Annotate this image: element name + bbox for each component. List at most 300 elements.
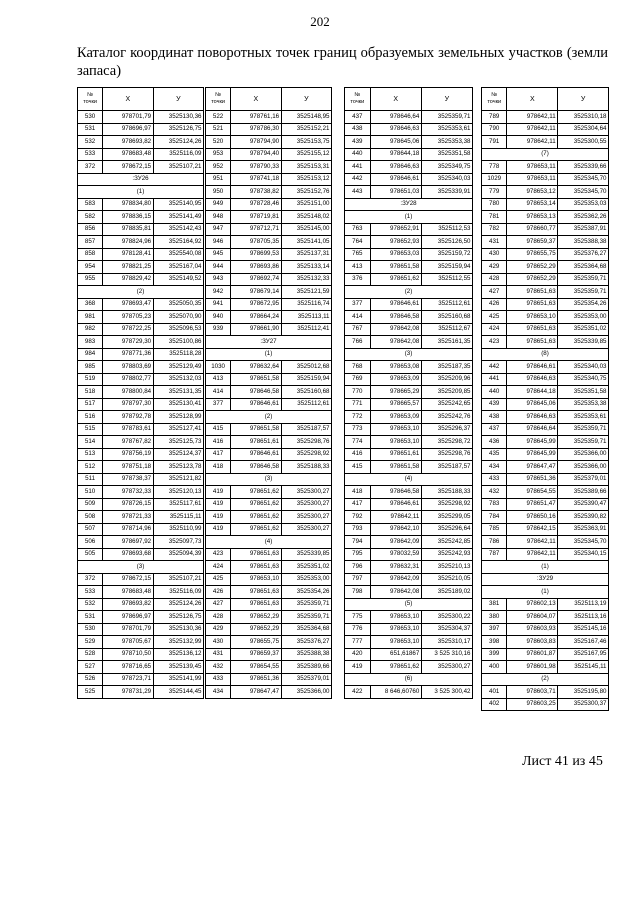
table-row xyxy=(78,273,204,286)
point-number: 784 xyxy=(482,511,507,524)
x-coordinate: 978683,48 xyxy=(103,586,153,599)
table-row xyxy=(78,548,204,561)
point-number: 427 xyxy=(482,286,507,299)
x-coordinate: 978653,09 xyxy=(370,373,421,386)
y-coordinate: 3525107,21 xyxy=(153,161,203,174)
y-coordinate: 3525339,91 xyxy=(421,186,472,199)
table-row xyxy=(482,173,609,186)
y-coordinate: 3525167,95 xyxy=(558,648,609,661)
header-y: У xyxy=(421,88,472,111)
x-coordinate: 978803,69 xyxy=(103,361,153,374)
y-coordinate: 3525145,00 xyxy=(281,223,331,236)
point-number: 782 xyxy=(482,223,507,236)
y-coordinate: 3525130,41 xyxy=(153,398,203,411)
table-row xyxy=(206,323,332,336)
point-number: 433 xyxy=(206,673,231,686)
point-number: 440 xyxy=(482,386,507,399)
y-coordinate: 3525209,96 xyxy=(421,373,472,386)
y-coordinate: 3525353,03 xyxy=(558,198,609,211)
x-coordinate: 978646,63 xyxy=(370,161,421,174)
table-row xyxy=(206,598,332,611)
y-coordinate: 3525300,27 xyxy=(281,498,331,511)
header-x: X xyxy=(231,88,281,111)
y-coordinate: 3525300,22 xyxy=(421,611,472,624)
x-coordinate: 978710,50 xyxy=(103,648,153,661)
table-header xyxy=(482,88,609,111)
table-row xyxy=(345,548,473,561)
point-number: 856 xyxy=(78,223,103,236)
y-coordinate: 3525142,43 xyxy=(153,223,203,236)
table-row xyxy=(78,411,204,424)
point-number: 430 xyxy=(206,636,231,649)
y-coordinate: 3525117,61 xyxy=(153,498,203,511)
y-coordinate: 3525107,21 xyxy=(153,573,203,586)
x-coordinate: 978824,96 xyxy=(103,236,153,249)
y-coordinate: 3525161,35 xyxy=(421,336,472,349)
y-coordinate: 3525310,18 xyxy=(558,111,609,124)
section-label: (1) xyxy=(345,211,473,224)
y-coordinate: 3525141,49 xyxy=(153,211,203,224)
table-row xyxy=(482,511,609,524)
table-row xyxy=(206,573,332,586)
y-coordinate: 3525148,95 xyxy=(281,111,331,124)
table-row xyxy=(78,148,204,161)
point-number: 415 xyxy=(345,461,371,474)
point-number: 376 xyxy=(345,273,371,286)
x-coordinate: 978645,06 xyxy=(507,398,558,411)
x-coordinate: 978646,64 xyxy=(507,423,558,436)
x-coordinate: 978601,98 xyxy=(507,661,558,674)
point-number: 781 xyxy=(482,211,507,224)
y-coordinate: 3525141,05 xyxy=(281,236,331,249)
y-coordinate: 3525124,26 xyxy=(153,136,203,149)
point-number: 425 xyxy=(482,311,507,324)
point-number: 380 xyxy=(482,611,507,624)
table-row xyxy=(345,498,473,511)
y-coordinate: 3525362,26 xyxy=(558,211,609,224)
table-row xyxy=(78,198,204,211)
table-row xyxy=(345,123,473,136)
y-coordinate: 3525188,33 xyxy=(281,461,331,474)
table-section-row xyxy=(345,198,473,211)
x-coordinate: 978651,63 xyxy=(507,298,558,311)
y-coordinate: 3525353,00 xyxy=(558,311,609,324)
y-coordinate: 3525112,55 xyxy=(421,273,472,286)
y-coordinate: 3525151,00 xyxy=(281,198,331,211)
x-coordinate: 978651,47 xyxy=(507,498,558,511)
point-number: 946 xyxy=(206,236,231,249)
table-row xyxy=(78,648,204,661)
y-coordinate: 3525115,11 xyxy=(153,511,203,524)
table-row xyxy=(345,136,473,149)
x-coordinate: 978651,61 xyxy=(370,448,421,461)
table-section-row xyxy=(206,411,332,424)
table-row xyxy=(206,211,332,224)
table-row xyxy=(345,623,473,636)
table-row xyxy=(345,648,473,661)
y-coordinate: 3525300,27 xyxy=(281,511,331,524)
table-row xyxy=(482,311,609,324)
y-coordinate: 3525242,65 xyxy=(421,398,472,411)
point-number: 532 xyxy=(78,598,103,611)
y-coordinate: 3525050,35 xyxy=(153,298,203,311)
point-number: 506 xyxy=(78,536,103,549)
table-row xyxy=(206,186,332,199)
point-number: 507 xyxy=(78,523,103,536)
table-row xyxy=(78,373,204,386)
table-row xyxy=(345,611,473,624)
table-row xyxy=(345,148,473,161)
point-number: 786 xyxy=(482,536,507,549)
point-number: 511 xyxy=(78,473,103,486)
x-coordinate: 978651,58 xyxy=(370,261,421,274)
table-row xyxy=(482,123,609,136)
table-row xyxy=(78,423,204,436)
table-row xyxy=(206,498,332,511)
x-coordinate: 978654,55 xyxy=(231,661,281,674)
y-coordinate: 3525159,94 xyxy=(281,373,331,386)
table-section-row xyxy=(345,473,473,486)
y-coordinate: 3525126,50 xyxy=(421,236,472,249)
table-row xyxy=(206,686,332,699)
table-section-row xyxy=(345,673,473,686)
y-coordinate: 3525187,57 xyxy=(281,423,331,436)
y-coordinate: 3525389,66 xyxy=(281,661,331,674)
table-row xyxy=(345,661,473,674)
point-number: 398 xyxy=(482,636,507,649)
point-number: 773 xyxy=(345,423,371,436)
point-number: 944 xyxy=(206,261,231,274)
point-number: 764 xyxy=(345,236,371,249)
x-coordinate: 978705,23 xyxy=(103,311,153,324)
section-label: (1) xyxy=(482,586,609,599)
point-number: 526 xyxy=(78,673,103,686)
y-coordinate: 3525366,00 xyxy=(281,686,331,699)
point-number: 514 xyxy=(78,436,103,449)
x-coordinate: 978647,47 xyxy=(507,461,558,474)
table-row xyxy=(206,486,332,499)
table-row xyxy=(482,211,609,224)
point-number: 771 xyxy=(345,398,371,411)
y-coordinate: 3525366,00 xyxy=(558,448,609,461)
point-number: 443 xyxy=(345,186,371,199)
table-section-row xyxy=(482,673,609,686)
table-header xyxy=(78,88,204,111)
x-coordinate: 978664,24 xyxy=(231,311,281,324)
y-coordinate: 3525118,28 xyxy=(153,348,203,361)
table-row xyxy=(78,498,204,511)
y-coordinate: 3525127,41 xyxy=(153,423,203,436)
point-number: 505 xyxy=(78,548,103,561)
point-number: 441 xyxy=(345,161,371,174)
coordinate-table xyxy=(77,87,204,699)
table-row xyxy=(482,411,609,424)
point-number: 513 xyxy=(78,448,103,461)
x-coordinate: 978646,61 xyxy=(231,448,281,461)
table-row xyxy=(206,661,332,674)
x-coordinate: 978794,40 xyxy=(231,148,281,161)
x-coordinate: 978642,11 xyxy=(507,548,558,561)
point-number: 769 xyxy=(345,373,371,386)
table-row xyxy=(206,123,332,136)
table-row xyxy=(345,636,473,649)
table-row xyxy=(482,386,609,399)
y-coordinate: 3525152,76 xyxy=(281,186,331,199)
point-number: 516 xyxy=(78,411,103,424)
x-coordinate: 978653,13 xyxy=(507,211,558,224)
table-section-row xyxy=(482,586,609,599)
section-label: :ЗУ28 xyxy=(345,198,473,211)
x-coordinate: 978655,75 xyxy=(507,248,558,261)
point-number: 418 xyxy=(345,486,371,499)
point-number: 440 xyxy=(345,148,371,161)
y-coordinate: 3525130,36 xyxy=(153,111,203,124)
x-coordinate: 978651,63 xyxy=(231,598,281,611)
x-coordinate: 978792,78 xyxy=(103,411,153,424)
x-coordinate: 978646,58 xyxy=(370,311,421,324)
x-coordinate: 978652,29 xyxy=(231,611,281,624)
x-coordinate: 978645,99 xyxy=(507,436,558,449)
x-coordinate: 978653,03 xyxy=(370,248,421,261)
x-coordinate: 978653,11 xyxy=(507,161,558,174)
table-section-row xyxy=(482,561,609,574)
y-coordinate: 3525112,61 xyxy=(281,398,331,411)
point-number: 796 xyxy=(345,561,371,574)
table-row xyxy=(345,486,473,499)
point-number: 420 xyxy=(345,648,371,661)
y-coordinate: 3525353,61 xyxy=(558,411,609,424)
table-section-row xyxy=(345,286,473,299)
table-row xyxy=(206,548,332,561)
point-number: 439 xyxy=(345,136,371,149)
table-row xyxy=(345,536,473,549)
table-row xyxy=(78,361,204,374)
x-coordinate: 978654,55 xyxy=(507,486,558,499)
point-number: 533 xyxy=(78,586,103,599)
x-coordinate: 8 646,60760 xyxy=(370,686,421,699)
y-coordinate: 3525379,01 xyxy=(281,673,331,686)
y-coordinate: 3525242,85 xyxy=(421,536,472,549)
x-coordinate: 978829,42 xyxy=(103,273,153,286)
table-row xyxy=(78,486,204,499)
point-number: 429 xyxy=(482,261,507,274)
point-number: 416 xyxy=(206,436,231,449)
y-coordinate: 3525149,52 xyxy=(153,273,203,286)
y-coordinate: 3525298,72 xyxy=(421,436,472,449)
point-number: 515 xyxy=(78,423,103,436)
x-coordinate: 978653,14 xyxy=(507,198,558,211)
section-label: :ЗУ26 xyxy=(78,173,204,186)
y-coordinate: 3525116,09 xyxy=(153,586,203,599)
point-number: 774 xyxy=(345,436,371,449)
table-row xyxy=(482,398,609,411)
table-row xyxy=(482,436,609,449)
x-coordinate: 978651,03 xyxy=(370,186,421,199)
y-coordinate: 3525351,02 xyxy=(558,323,609,336)
x-coordinate: 978672,15 xyxy=(103,161,153,174)
table-row xyxy=(345,261,473,274)
x-coordinate: 978751,18 xyxy=(103,461,153,474)
point-number: 428 xyxy=(206,611,231,624)
x-coordinate: 978653,10 xyxy=(370,623,421,636)
y-coordinate: 3525160,68 xyxy=(281,386,331,399)
x-coordinate: 978646,61 xyxy=(370,298,421,311)
y-coordinate: 3525296,37 xyxy=(421,423,472,436)
point-number: 532 xyxy=(78,136,103,149)
y-coordinate: 3525296,64 xyxy=(421,523,472,536)
coordinate-table-1 xyxy=(77,87,204,699)
x-coordinate: 651,61867 xyxy=(370,648,421,661)
point-number: 954 xyxy=(78,261,103,274)
point-number: 793 xyxy=(345,523,371,536)
point-number: 399 xyxy=(482,648,507,661)
y-coordinate: 3525351,58 xyxy=(421,148,472,161)
point-number: 792 xyxy=(345,511,371,524)
x-coordinate: 978653,10 xyxy=(370,636,421,649)
y-coordinate: 3525353,61 xyxy=(421,123,472,136)
point-number: 530 xyxy=(78,111,103,124)
point-number: 858 xyxy=(78,248,103,261)
table-row xyxy=(206,273,332,286)
x-coordinate: 978651,62 xyxy=(231,486,281,499)
point-number: 510 xyxy=(78,486,103,499)
table-row xyxy=(482,698,609,711)
y-coordinate: 3525113,11 xyxy=(281,311,331,324)
section-label: (6) xyxy=(345,673,473,686)
table-row xyxy=(345,523,473,536)
header-y: У xyxy=(153,88,203,111)
point-number: 776 xyxy=(345,623,371,636)
y-coordinate: 3525125,73 xyxy=(153,436,203,449)
x-coordinate: 978128,41 xyxy=(103,248,153,261)
table-row xyxy=(78,536,204,549)
point-number: 768 xyxy=(345,361,371,374)
y-coordinate: 3525094,39 xyxy=(153,548,203,561)
x-coordinate: 978723,71 xyxy=(103,673,153,686)
y-coordinate: 3525242,76 xyxy=(421,411,472,424)
x-coordinate: 978836,15 xyxy=(103,211,153,224)
y-coordinate: 3525388,38 xyxy=(281,648,331,661)
point-number: 1029 xyxy=(482,173,507,186)
point-number: 530 xyxy=(78,623,103,636)
x-coordinate: 978697,92 xyxy=(103,536,153,549)
x-coordinate: 978651,63 xyxy=(507,336,558,349)
x-coordinate: 978835,81 xyxy=(103,223,153,236)
table-row xyxy=(206,136,332,149)
x-coordinate: 978790,33 xyxy=(231,161,281,174)
y-coordinate: 3525359,71 xyxy=(558,423,609,436)
x-coordinate: 978646,58 xyxy=(231,461,281,474)
x-coordinate: 978642,11 xyxy=(507,536,558,549)
table-row xyxy=(78,686,204,699)
x-coordinate: 978693,82 xyxy=(103,136,153,149)
x-coordinate: 978651,62 xyxy=(370,273,421,286)
y-coordinate: 3525137,31 xyxy=(281,248,331,261)
header-x: X xyxy=(507,88,558,111)
table-row xyxy=(482,611,609,624)
table-section-row xyxy=(206,336,332,349)
y-coordinate: 3525121,59 xyxy=(281,286,331,299)
y-coordinate: 3525132,03 xyxy=(153,373,203,386)
y-coordinate: 3525133,14 xyxy=(281,261,331,274)
y-coordinate: 3525390,47 xyxy=(558,498,609,511)
point-number: 947 xyxy=(206,223,231,236)
coordinate-table-2 xyxy=(205,87,332,699)
table-row xyxy=(206,611,332,624)
point-number: 529 xyxy=(78,636,103,649)
point-number: 438 xyxy=(482,411,507,424)
table-row xyxy=(482,623,609,636)
table-row xyxy=(482,598,609,611)
x-coordinate: 978653,08 xyxy=(370,361,421,374)
y-coordinate: 3525364,68 xyxy=(281,623,331,636)
point-number: 763 xyxy=(345,223,371,236)
x-coordinate: 978646,63 xyxy=(370,123,421,136)
x-coordinate: 978653,10 xyxy=(370,436,421,449)
x-coordinate: 978642,11 xyxy=(370,511,421,524)
x-coordinate: 978672,95 xyxy=(231,298,281,311)
table-row xyxy=(482,498,609,511)
x-coordinate: 978696,97 xyxy=(103,611,153,624)
table-row xyxy=(482,261,609,274)
header-y: У xyxy=(281,88,331,111)
y-coordinate: 3525353,38 xyxy=(558,398,609,411)
table-section-row xyxy=(482,348,609,361)
point-number: 521 xyxy=(206,123,231,136)
x-coordinate: 978767,82 xyxy=(103,436,153,449)
y-coordinate: 3525155,12 xyxy=(281,148,331,161)
point-number: 400 xyxy=(482,661,507,674)
y-coordinate: 3525379,01 xyxy=(558,473,609,486)
y-coordinate: 3525210,05 xyxy=(421,573,472,586)
x-coordinate: 978651,62 xyxy=(231,523,281,536)
section-label: (1) xyxy=(206,348,332,361)
table-row xyxy=(482,686,609,699)
table-row xyxy=(345,186,473,199)
x-coordinate: 978651,36 xyxy=(507,473,558,486)
table-row xyxy=(482,648,609,661)
x-coordinate: 978794,90 xyxy=(231,136,281,149)
y-coordinate: 3525366,00 xyxy=(558,461,609,474)
x-coordinate: 978642,10 xyxy=(370,523,421,536)
y-coordinate: 3525113,16 xyxy=(558,611,609,624)
x-coordinate: 978651,58 xyxy=(231,373,281,386)
point-number: 512 xyxy=(78,461,103,474)
point-number: 509 xyxy=(78,498,103,511)
table-row xyxy=(206,673,332,686)
point-number: 431 xyxy=(482,236,507,249)
x-coordinate: 978601,87 xyxy=(507,648,558,661)
point-number: 797 xyxy=(345,573,371,586)
point-number: 432 xyxy=(206,661,231,674)
table-section-row xyxy=(345,211,473,224)
table-row xyxy=(345,336,473,349)
section-label: (8) xyxy=(482,348,609,361)
table-row xyxy=(482,111,609,124)
point-number: 372 xyxy=(78,573,103,586)
y-coordinate: 3525096,53 xyxy=(153,323,203,336)
section-label: (3) xyxy=(78,561,204,574)
section-label: :ЗУ27 xyxy=(206,336,332,349)
table-row xyxy=(345,561,473,574)
y-coordinate: 3525354,26 xyxy=(281,586,331,599)
x-coordinate: 978665,57 xyxy=(370,398,421,411)
point-number: 527 xyxy=(78,661,103,674)
x-coordinate: 978692,74 xyxy=(231,273,281,286)
table-row xyxy=(78,136,204,149)
point-number: 772 xyxy=(345,411,371,424)
table-header xyxy=(206,88,332,111)
